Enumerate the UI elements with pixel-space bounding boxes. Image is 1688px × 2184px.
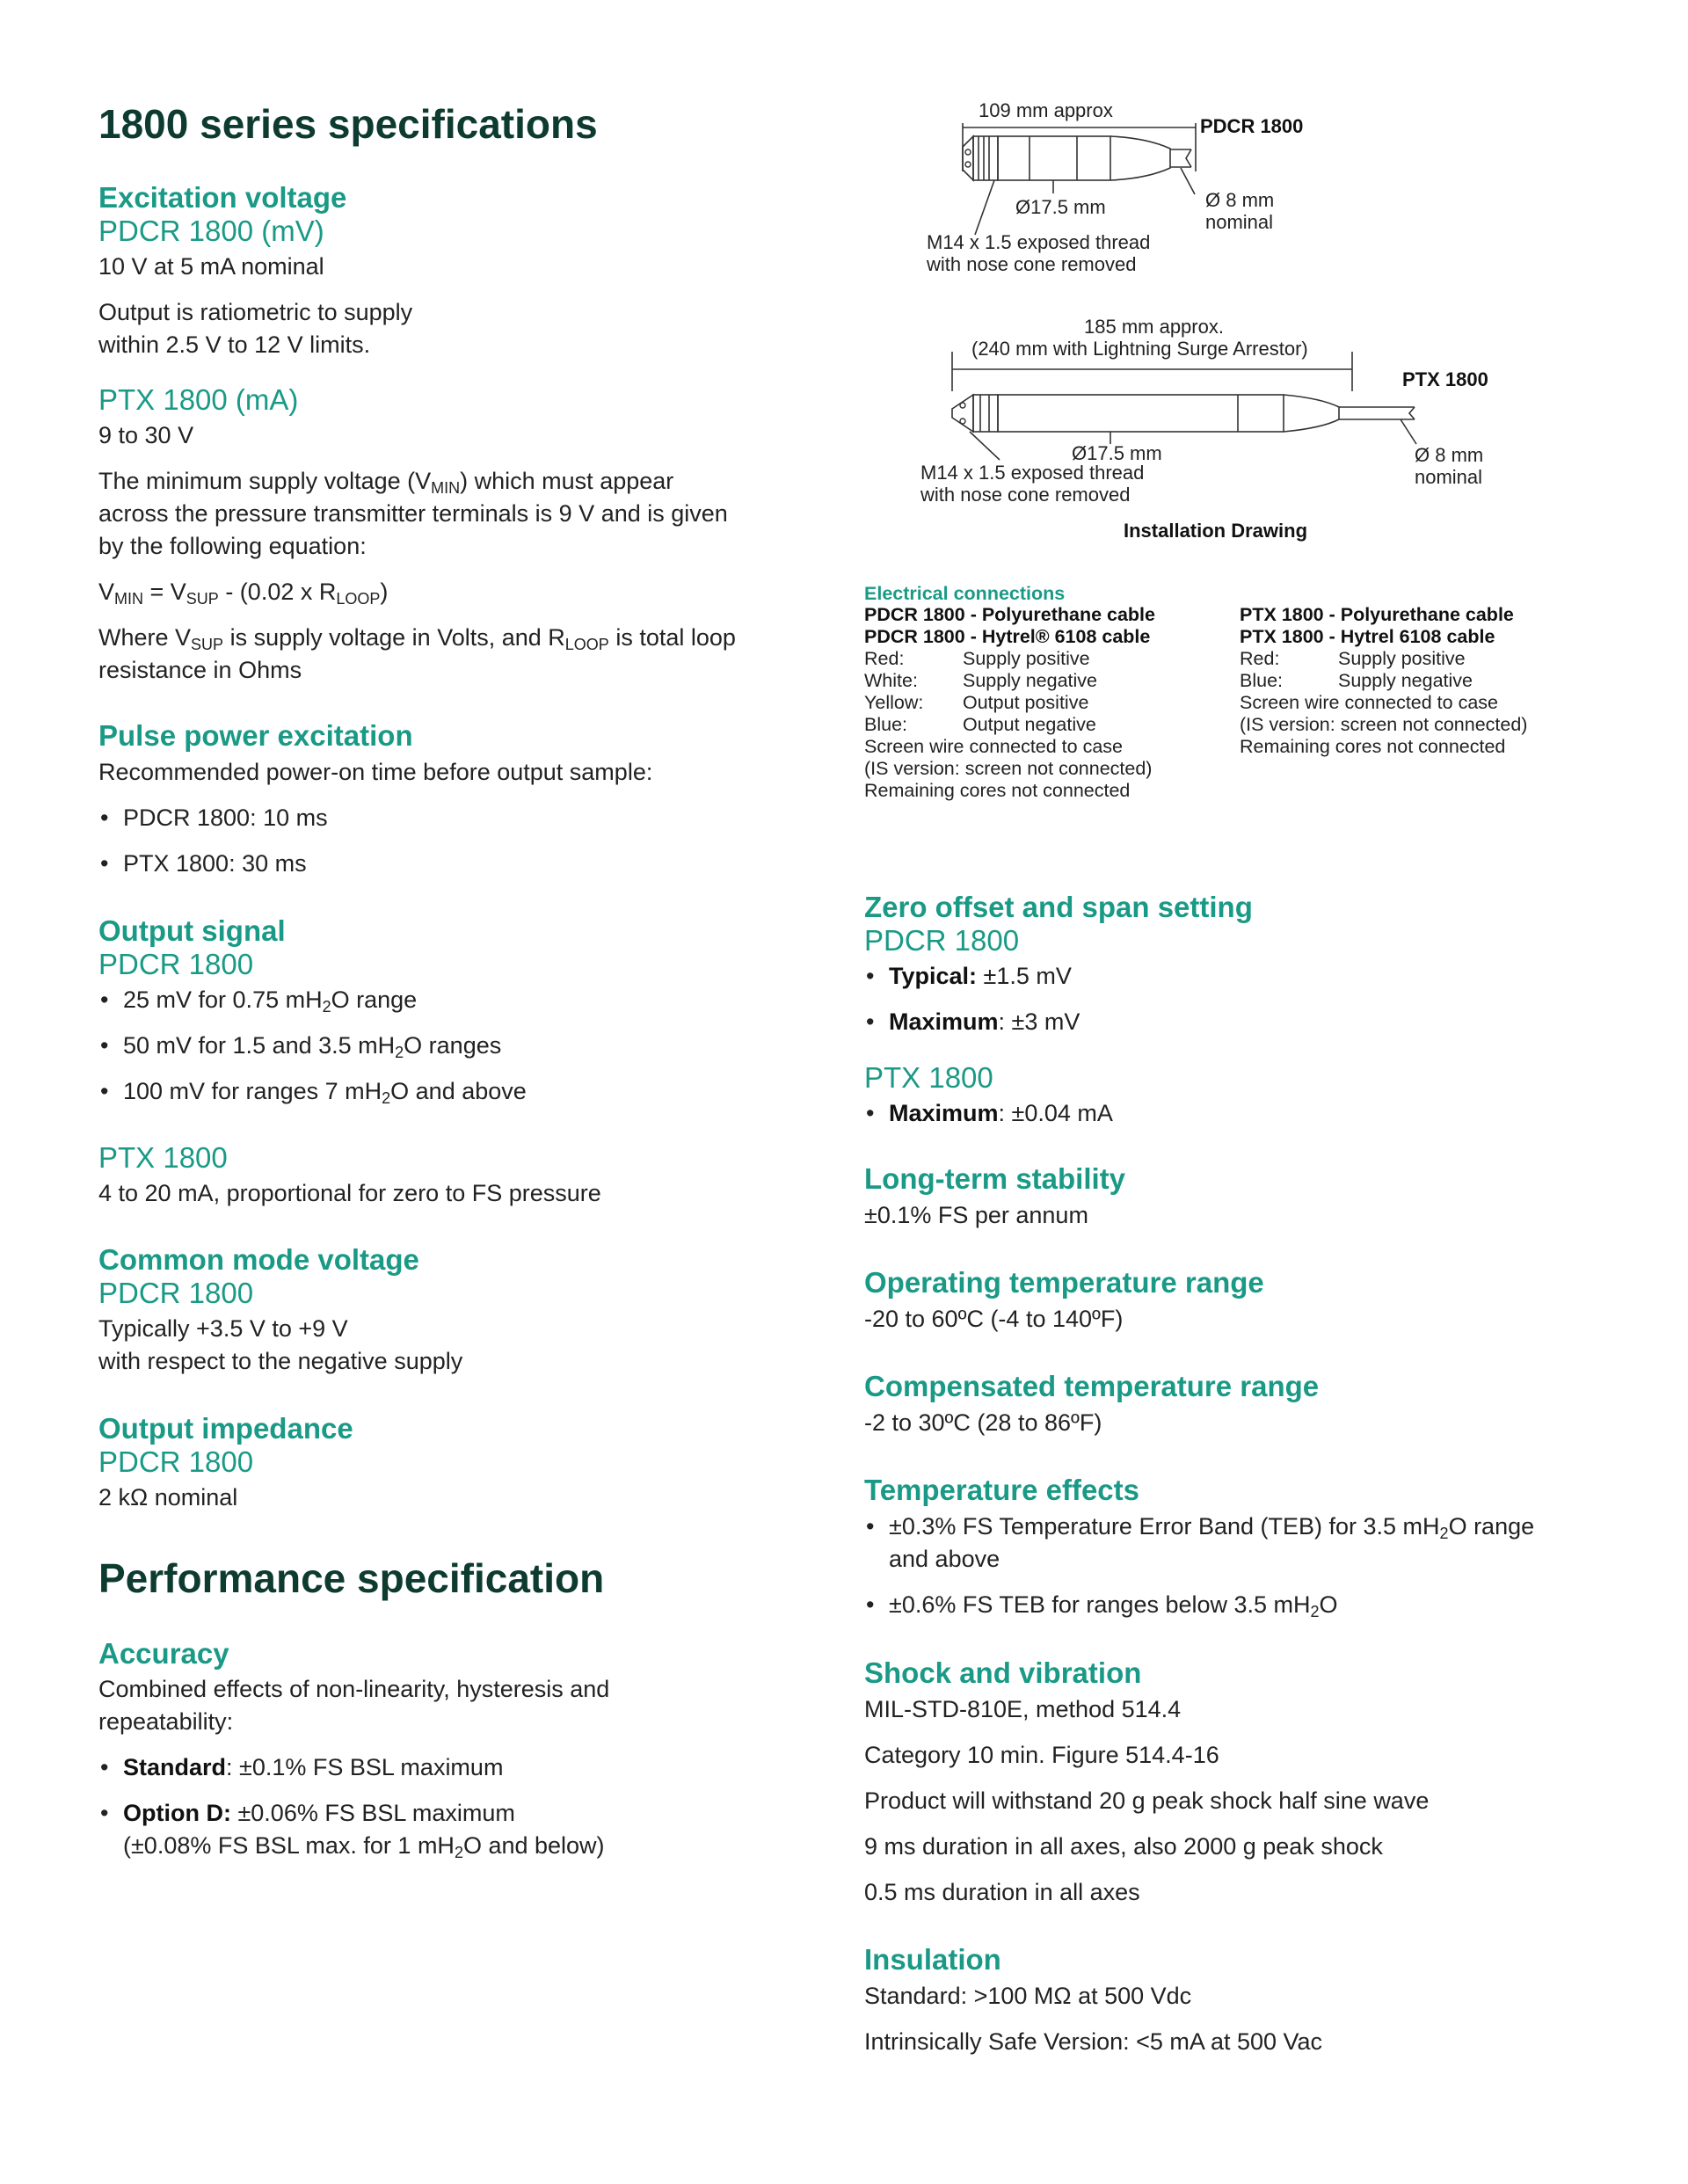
ptx-taper [1284, 395, 1339, 432]
impedance-sub: PDCR 1800 [98, 1445, 254, 1478]
pdcr-length-label: 109 mm approx [979, 99, 1113, 121]
elec-left-note-3: Remaining cores not connected [864, 780, 1131, 801]
stability-value: ±0.1% FS per annum [864, 1202, 1088, 1228]
pdcr-diameter-label: Ø17.5 mm [1015, 196, 1106, 218]
ptx-cable-break [1409, 407, 1415, 419]
zero-offset-typical: • Typical: ±1.5 mV [864, 960, 1072, 993]
elec-right-title-1: PTX 1800 - Polyurethane cable [1240, 604, 1514, 625]
accuracy-line-1: Combined effects of non-linearity, hysteresis and [98, 1676, 610, 1702]
ptx-thread-label-1: M14 x 1.5 exposed thread [920, 462, 1145, 484]
operating-temp-heading: Operating temperature range [864, 1266, 1264, 1299]
accuracy-option-d-line-2: (±0.08% FS BSL max. for 1 $mH_2O$ and below) [123, 1832, 605, 1861]
zero-offset-ptx-sub: PTX 1800 [864, 1061, 993, 1094]
pdcr-nose [963, 136, 973, 180]
ptx-diameter-label: Ø17.5 mm [1072, 442, 1162, 464]
pdcr-name-label: PDCR 1800 [1200, 115, 1304, 137]
pdcr-taper [1110, 136, 1170, 180]
ptx-nose [952, 395, 973, 432]
common-mode-line-1: Typically +3.5 V to +9 V [98, 1315, 348, 1342]
insulation-line-2: Intrinsically Safe Version: <5 mA at 500 Vac [864, 2028, 1323, 2055]
elec-left-note-1: Screen wire connected to case [864, 736, 1123, 757]
pdcr-thread-label-2: with nose cone removed [927, 253, 1137, 275]
electrical-heading: Electrical connections [864, 583, 1066, 604]
pulse-item: • PTX 1800: 30 ms [98, 848, 307, 880]
shock-heading: Shock and vibration [864, 1656, 1142, 1689]
elec-left-row: Red: Supply positive [864, 648, 1090, 669]
zero-offset-pdcr-sub: PDCR 1800 [864, 924, 1020, 957]
excitation-pdcr-value: 10 V at 5 mA nominal [98, 253, 324, 280]
ratio-line-1: Output is ratiometric to supply [98, 299, 413, 325]
temp-effects-item: • ±0.6% FS TEB for ranges below 3.5 $mH_2O$ [864, 1589, 1338, 1621]
accuracy-heading: Accuracy [98, 1637, 229, 1670]
elec-right-row: Blue: Supply negative [1240, 670, 1473, 691]
elec-left-note-2: (IS version: screen not connected) [864, 758, 1153, 779]
shock-line: Category 10 min. Figure 514.4-16 [864, 1742, 1219, 1768]
pdcr-cable-break [1186, 149, 1191, 167]
excitation-ptx-sub: PTX 1800 (mA) [98, 383, 299, 416]
compensated-temp-heading: Compensated temperature range [864, 1370, 1320, 1402]
page-title: 1800 series specifications [98, 101, 598, 147]
pdcr-cable-label-2: nominal [1205, 211, 1274, 233]
pdcr-nose-hole [965, 149, 971, 155]
zero-offset-maximum: • Maximum: ±3 mV [864, 1006, 1080, 1038]
installation-drawing [864, 92, 1594, 558]
accuracy-option-d: • Option D: ±0.06% FS BSL maximum [98, 1797, 515, 1830]
zero-offset-heading: Zero offset and span setting [864, 891, 1253, 923]
pdcr-cable-leader [1181, 168, 1195, 194]
ptx-nose-hole [960, 419, 965, 424]
elec-right-title-2: PTX 1800 - Hytrel 6108 cable [1240, 626, 1495, 647]
elec-right-row: Red: Supply positive [1240, 648, 1466, 669]
elec-right-note-1: Screen wire connected to case [1240, 692, 1498, 713]
excitation-ptx-value: 9 to 30 V [98, 422, 194, 448]
ratio-line-2: within 2.5 V to 12 V limits. [98, 331, 371, 358]
excitation-heading: Excitation voltage [98, 181, 347, 214]
output-signal-item: • 100 mV for ranges 7 $mH_2O$ and above [98, 1075, 527, 1108]
shock-line: MIL-STD-810E, method 514.4 [864, 1696, 1182, 1722]
shock-line: Product will withstand 20 g peak shock half sine wave [864, 1787, 1430, 1814]
pdcr-cable-label-1: Ø 8 mm [1205, 189, 1275, 211]
ptx-length-label-1: 185 mm approx. [1084, 316, 1224, 338]
stability-heading: Long-term stability [864, 1162, 1126, 1195]
ptx-cable-leader [1401, 419, 1416, 444]
shock-line: 0.5 ms duration in all axes [864, 1879, 1140, 1905]
shock-line: 9 ms duration in all axes, also 2000 g peak shock [864, 1833, 1383, 1860]
vmin-line-3: by the following equation: [98, 533, 367, 559]
elec-left-title-1: PDCR 1800 - Polyurethane cable [864, 604, 1155, 625]
pdcr-body [998, 136, 1110, 180]
operating-temp-value: -20 to 60ºC (-4 to 140ºF) [864, 1306, 1124, 1332]
pdcr-thread-label-1: M14 x 1.5 exposed thread [927, 231, 1151, 253]
compensated-temp-value: -2 to 30ºC (28 to 86ºF) [864, 1409, 1102, 1436]
pdcr-thread [973, 136, 998, 180]
impedance-heading: Output impedance [98, 1412, 353, 1445]
ptx-body [998, 395, 1284, 432]
vmin-equation: $V_{MIN} = V_{SUP} - (0.02$ x $R_{LOOP}$) [98, 579, 389, 608]
pulse-heading: Pulse power excitation [98, 719, 413, 752]
where-line-1: Where $V_{SUP}$ is supply voltage in Volts, and $R_{LOOP}$ is total loop [98, 624, 736, 653]
where-line-2: resistance in Ohms [98, 657, 302, 683]
ptx-nose-hole [960, 403, 965, 408]
ptx-name-label: PTX 1800 [1402, 368, 1488, 390]
common-mode-heading: Common mode voltage [98, 1243, 419, 1276]
vmin-line-1: The minimum supply voltage $(V_{MIN})$ which must appear [98, 468, 674, 497]
vmin-line-2: across the pressure transmitter terminals is 9 V and is given [98, 500, 728, 527]
pulse-item: • PDCR 1800: 10 ms [98, 802, 328, 834]
temp-effects-item-line-2: and above [889, 1546, 1000, 1572]
pulse-text: Recommended power-on time before output sample: [98, 759, 653, 785]
elec-left-row: Yellow: Output positive [864, 692, 1089, 713]
zero-offset-ptx-maximum: • Maximum: ±0.04 mA [864, 1097, 1113, 1130]
common-mode-sub: PDCR 1800 [98, 1277, 254, 1309]
elec-left-row: White: Supply negative [864, 670, 1097, 691]
insulation-line-1: Standard: >100 MΩ at 500 Vdc [864, 1983, 1192, 2009]
insulation-heading: Insulation [864, 1943, 1001, 1976]
elec-right-note-2: (IS version: screen not connected) [1240, 714, 1528, 735]
ptx-cable-label-2: nominal [1415, 466, 1483, 488]
excitation-pdcr-sub: PDCR 1800 (mV) [98, 215, 324, 247]
elec-left-title-2: PDCR 1800 - Hytrel® 6108 cable [864, 626, 1151, 647]
output-signal-ptx-sub: PTX 1800 [98, 1141, 228, 1174]
ptx-thread-leader [970, 432, 1000, 460]
output-signal-pdcr-sub: PDCR 1800 [98, 948, 254, 980]
pdcr-thread-leader [975, 180, 994, 235]
ptx-thread [973, 395, 998, 432]
output-signal-item: • 50 mV for 1.5 and 3.5 $mH_2O$ ranges [98, 1030, 501, 1062]
ptx-length-label-2: (240 mm with Lightning Surge Arrestor) [971, 338, 1308, 360]
drawing-caption: Installation Drawing [1124, 520, 1308, 542]
ptx-thread-label-2: with nose cone removed [920, 484, 1131, 506]
accuracy-line-2: repeatability: [98, 1708, 234, 1735]
accuracy-standard: • Standard: ±0.1% FS BSL maximum [98, 1751, 503, 1784]
elec-right-note-3: Remaining cores not connected [1240, 736, 1506, 757]
output-signal-item: • 25 mV for 0.75 $mH_2O$ range [98, 984, 417, 1016]
ptx-cable-label-1: Ø 8 mm [1415, 444, 1484, 466]
pdcr-nose-hole [965, 162, 971, 167]
temp-effects-item: • ±0.3% FS Temperature Error Band (TEB) for 3.5 $mH_2O$ range [864, 1511, 1534, 1543]
impedance-value: 2 kΩ nominal [98, 1484, 238, 1511]
temp-effects-heading: Temperature effects [864, 1474, 1140, 1506]
common-mode-line-2: with respect to the negative supply [98, 1348, 463, 1374]
performance-title: Performance specification [98, 1555, 605, 1601]
elec-left-row: Blue: Output negative [864, 714, 1096, 735]
output-signal-ptx-value: 4 to 20 mA, proportional for zero to FS pressure [98, 1180, 601, 1206]
output-signal-heading: Output signal [98, 914, 286, 947]
